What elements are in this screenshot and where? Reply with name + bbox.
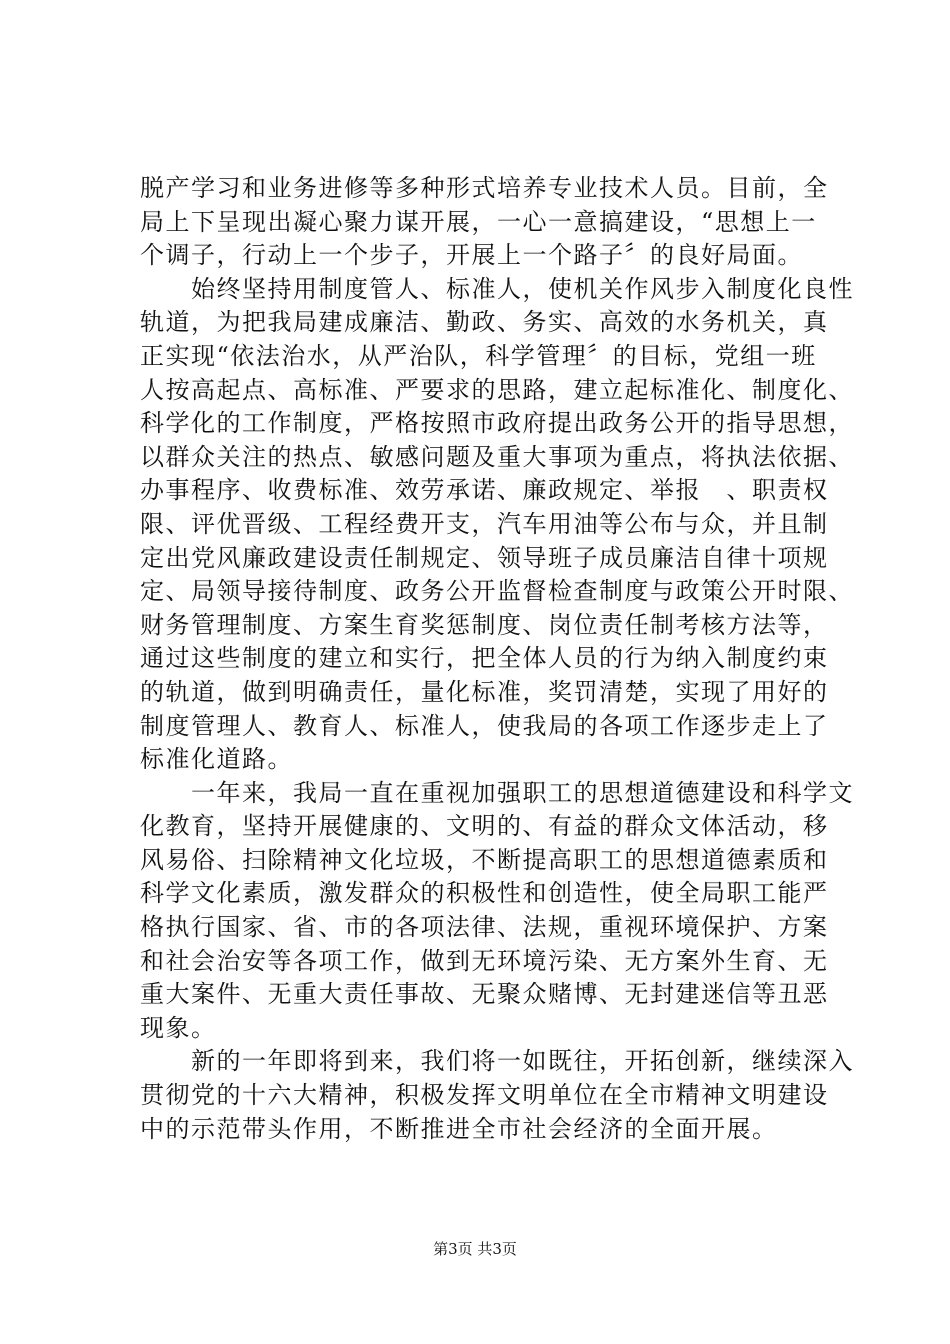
page-number-footer: 第3页 共3页: [433, 1240, 517, 1258]
text-line: 贯彻党的十六大精神，积极发挥文明单位在全市精神文明建设: [140, 1081, 829, 1110]
text-line: 标准化道路。: [140, 745, 293, 774]
text-line: 和社会治安等各项工作，做到无环境污染、无方案外生育、无: [140, 946, 829, 975]
text-line: 始终坚持用制度管人、标准人，使机关作风步入制度化良性: [140, 274, 854, 303]
text-line: 风易俗、扫除精神文化垃圾，不断提高职工的思想道德素质和: [140, 845, 829, 874]
text-line: 新的一年即将到来，我们将一如既往，开拓创新，继续深入: [140, 1047, 854, 1076]
text-line: 中的示范带头作用，不断推进全市社会经济的全面开展。: [140, 1114, 778, 1143]
text-line: 的轨道，做到明确责任，量化标准，奖罚清楚，实现了用好的: [140, 677, 829, 706]
text-line: 限、评优晋级、工程经费开支，汽车用油等公布与众，并且制: [140, 509, 829, 538]
text-line: 定、局领导接待制度、政务公开监督检查制度与政策公开时限、: [140, 577, 854, 606]
text-line: 科学文化素质，激发群众的积极性和创造性，使全局职工能严: [140, 879, 829, 908]
text-line: 正实现“依法治水，从严治队，科学管理〞的目标，党组一班: [140, 341, 817, 370]
text-line: 制度管理人、教育人、标准人，使我局的各项工作逐步走上了: [140, 711, 829, 740]
text-line: 格执行国家、省、市的各项法律、法规，重视环境保护、方案: [140, 913, 829, 942]
text-line: 科学化的工作制度，严格按照市政府提出政务公开的指导思想，: [140, 409, 854, 438]
text-line: 轨道，为把我局建成廉洁、勤政、务实、高效的水务机关，真: [140, 308, 829, 337]
text-line: 重大案件、无重大责任事故、无聚众赌博、无封建迷信等丑恶: [140, 980, 829, 1009]
text-line: 现象。: [140, 1013, 217, 1042]
text-line: 人按高起点、高标准、严要求的思路，建立起标准化、制度化、: [140, 375, 854, 404]
text-line: 定出党风廉政建设责任制规定、领导班子成员廉洁自律十项规: [140, 543, 829, 572]
text-line: 以群众关注的热点、敏感问题及重大事项为重点，将执法依据、: [140, 442, 854, 471]
document-body: [140, 172, 854, 1146]
text-line: 局上下呈现出凝心聚力谋开展，一心一意搞建设，“思想上一: [140, 207, 817, 236]
text-line: 一年来，我局一直在重视加强职工的思想道德建设和科学文: [140, 778, 854, 807]
text-line: 办事程序、收费标准、效劳承诺、廉政规定、举报 、职责权: [140, 476, 829, 505]
text-line: 化教育，坚持开展健康的、文明的、有益的群众文体活动，移: [140, 812, 829, 841]
text-line: 个调子，行动上一个步子，开展上一个路子〞的良好局面。: [140, 241, 803, 270]
text-line: 通过这些制度的建立和实行，把全体人员的行为纳入制度约束: [140, 644, 829, 673]
text-line: 脱产学习和业务进修等多种形式培养专业技术人员。目前，全: [140, 174, 829, 202]
text-line: 财务管理制度、方案生育奖惩制度、岗位责任制考核方法等，: [140, 610, 829, 639]
